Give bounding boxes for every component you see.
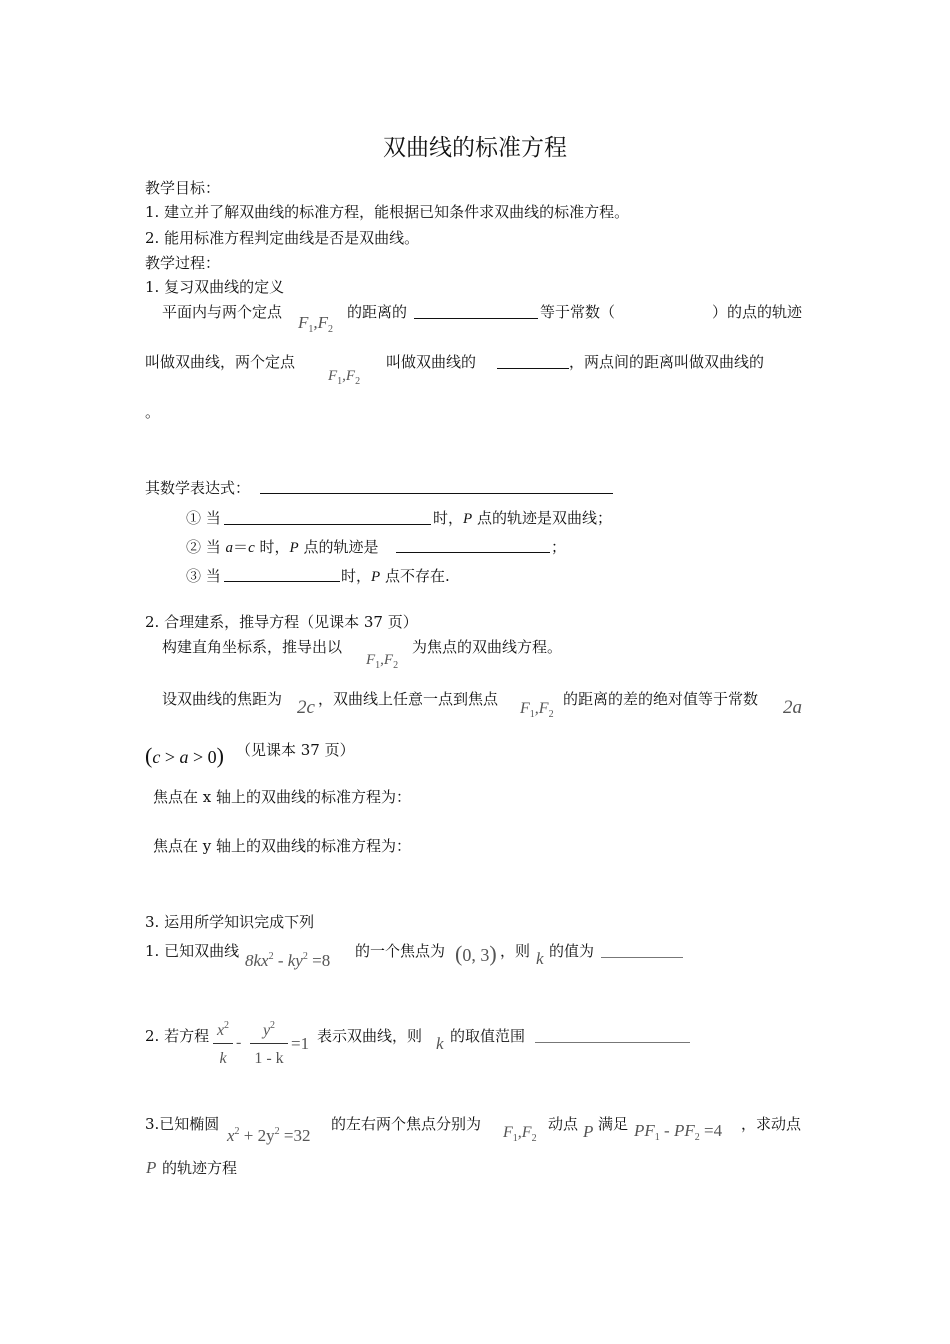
goal-1: 1. 建立并了解双曲线的标准方程，能根据已知条件求双曲线的标准方程。 [145,203,630,221]
question-2-b: 表示双曲线，则 [317,1027,423,1045]
blank-case-3 [224,581,340,582]
case-3-a: ③ 当 [186,567,221,585]
question-3-a: 3.已知椭圆 [145,1115,220,1133]
blank-question-2 [535,1042,690,1043]
question-2-a: 2. 若方程 [145,1027,210,1045]
focal-length-2c: 2c [297,697,315,718]
foci-f1-f2: $F_1,F_2$ [366,652,399,671]
constant-2a: 2a [783,697,802,718]
pf-condition: $PF_1 - PF_2 =4$ [634,1121,723,1143]
foci-f1-f2: $F_1,F_2$ [503,1124,537,1144]
section-2-text-a: 构建直角坐标系，推导出以 [162,638,343,656]
definition-text-h: 。 [145,403,161,421]
question-2-c: 的取值范围 [450,1027,526,1045]
section-3-title: 3. 运用所学知识完成下列 [145,913,315,931]
blank-foci-name [497,368,569,369]
foci-f1-f2: $F_1,F_2$ [298,313,334,335]
section-2-title: 2. 合理建系，推导方程（见课本 37 页） [145,613,418,631]
blank-case-1 [224,524,431,525]
case-2-text: ② 当 a＝c 时，P 点的轨迹是 [186,538,379,556]
section-2-text-f: （见课本 37 页） [236,741,355,759]
ellipse-equation: $x^2 + 2y^2 =32$ [227,1126,311,1145]
fraction-1-bar [213,1043,233,1044]
fraction-2-bar [250,1043,288,1044]
case-3-text: 时，P 点不存在. [341,567,450,585]
point-p: P [583,1122,594,1141]
fraction-1-numerator: $x^2$ [216,1020,230,1039]
definition-text-a: 平面内与两个定点 [162,303,283,321]
question-1-equation: $8kx^2 - ky^2 =8$ [245,951,331,970]
case-1-a: ① 当 [186,509,221,527]
question-3-f: 的轨迹方程 [162,1159,238,1177]
minus-sign: - [236,1034,242,1051]
section-2-text-c: 设双曲线的焦距为 [162,690,283,708]
variable-k: k [536,949,544,968]
blank-distance-relation [414,318,538,319]
fraction-2-numerator: $y^2$ [262,1020,276,1039]
section-1-title: 1. 复习双曲线的定义 [145,278,285,296]
variable-k: k [436,1034,444,1053]
goal-2: 2. 能用标准方程判定曲线是否是双曲线。 [145,229,420,247]
question-1-d: 的值为 [549,942,595,960]
question-1-a: 1. 已知双曲线 [145,942,240,960]
y-axis-equation-prompt: 焦点在 y 轴上的双曲线的标准方程为： [153,837,412,855]
expression-label: 其数学表达式： [145,479,251,497]
blank-case-2 [396,552,550,553]
blank-question-1 [601,957,683,958]
case-1-text: 时，P 点的轨迹是双曲线； [433,509,612,527]
section-2-text-d: ，双曲线上任意一点到焦点 [318,690,499,708]
page-title: 双曲线的标准方程 [383,135,567,161]
fraction-1-denominator: k [219,1050,227,1067]
definition-text-c: 等于常数（ [540,303,616,321]
question-3-c: 动点 [548,1115,579,1133]
question-1-c: ，则 [500,942,531,960]
point-p: P [146,1158,157,1177]
condition-c-a-0: (c > a > 0) [145,743,224,768]
foci-f1-f2: $F_1,F_2$ [520,700,554,720]
question-3-b: 的左右两个焦点分别为 [331,1115,482,1133]
question-1-b: 的一个焦点为 [355,942,446,960]
definition-text-d: ）的点的轨迹 [712,303,803,321]
definition-text-b: 的距离的 [347,303,408,321]
equals-one: =1 [291,1034,310,1053]
section-2-text-e: 的距离的差的绝对值等于常数 [563,690,759,708]
goals-heading: 教学目标： [145,179,221,197]
section-2-text-b: 为焦点的双曲线方程。 [412,638,563,656]
case-2-end: ； [551,538,567,556]
blank-expression [260,493,613,494]
definition-text-f: 叫做双曲线的 [386,353,477,371]
definition-text-g: ，两点间的距离叫做双曲线的 [569,353,765,371]
definition-text-e: 叫做双曲线，两个定点 [145,353,296,371]
foci-f1-f2: $F_1,F_2$ [328,368,361,387]
focus-point: (0, 3) [455,941,497,966]
question-3-e: ，求动点 [741,1115,802,1133]
fraction-2-denominator: 1 - k [254,1050,284,1067]
x-axis-equation-prompt: 焦点在 x 轴上的双曲线的标准方程为： [153,788,411,806]
process-heading: 教学过程： [145,254,221,272]
question-3-d: 满足 [598,1115,629,1133]
